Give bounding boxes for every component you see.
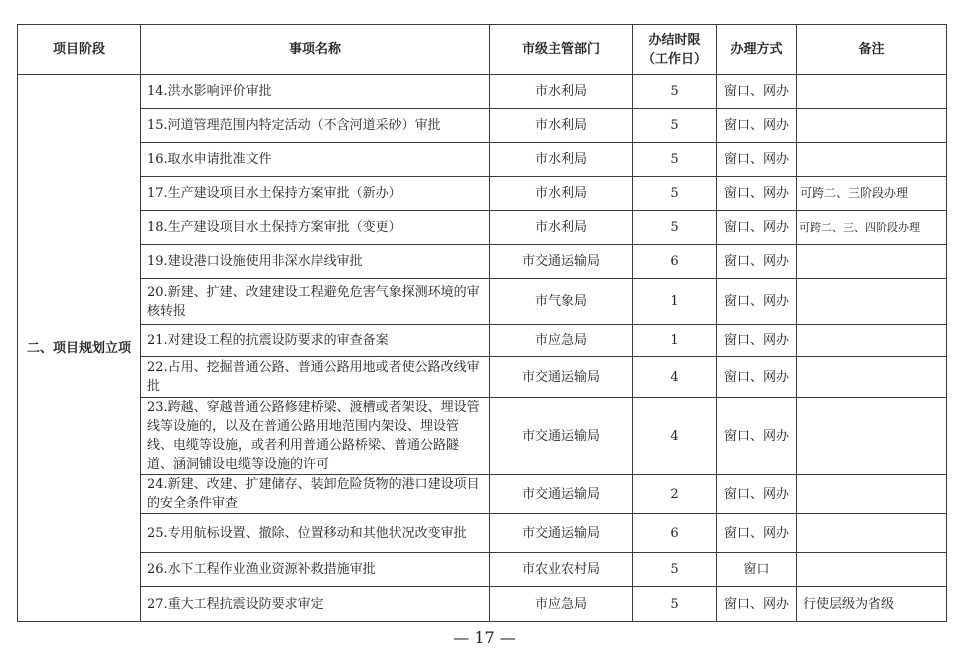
item-days: 5 [633, 109, 717, 143]
item-note [797, 398, 947, 475]
table-row [18, 143, 947, 177]
header-limit [633, 25, 717, 75]
table-row [18, 587, 947, 622]
item-note [797, 143, 947, 177]
table-row [18, 357, 947, 398]
item-note: 可跨二、三阶段办理 [797, 177, 947, 211]
item-method: 窗口、网办 [717, 279, 797, 325]
item-dept: 市交通运输局 [490, 475, 633, 514]
item-days: 4 [633, 398, 717, 475]
item-name: 15.河道管理范围内特定活动（不含河道采砂）审批 [141, 109, 490, 143]
item-note [797, 279, 947, 325]
header-method: 办理方式 [717, 25, 797, 75]
item-method: 窗口、网办 [717, 475, 797, 514]
item-note [797, 325, 947, 357]
item-name: 17.生产建设项目水土保持方案审批（新办） [141, 177, 490, 211]
item-dept: 市农业农村局 [490, 553, 633, 587]
item-days: 1 [633, 279, 717, 325]
item-method: 窗口、网办 [717, 245, 797, 279]
item-days: 5 [633, 553, 717, 587]
item-name: 20.新建、扩建、改建建设工程避免危害气象探测环境的审核转报 [141, 279, 490, 325]
item-method: 窗口、网办 [717, 177, 797, 211]
table-row [18, 245, 947, 279]
item-dept: 市交通运输局 [490, 245, 633, 279]
item-dept: 市水利局 [490, 211, 633, 245]
item-dept: 市交通运输局 [490, 357, 633, 398]
item-days: 6 [633, 514, 717, 553]
page-number: — 17 — [453, 628, 516, 647]
table-row [18, 177, 947, 211]
item-note [797, 514, 947, 553]
item-dept: 市水利局 [490, 75, 633, 109]
table-row [18, 553, 947, 587]
item-name: 16.取水申请批准文件 [141, 143, 490, 177]
item-name: 19.建设港口设施使用非深水岸线审批 [141, 245, 490, 279]
item-name: 23.跨越、穿越普通公路修建桥梁、渡槽或者架设、埋设管线等设施的，以及在普通公路用地范围内架设、埋设管线、电缆等设施，或者利用普通公路桥梁、普通公路隧道、涵洞铺设电缆等设施的许可 [141, 398, 490, 475]
table-row [18, 514, 947, 553]
item-method: 窗口、网办 [717, 75, 797, 109]
item-name: 27.重大工程抗震设防要求审定 [141, 587, 490, 622]
item-name: 26.水下工程作业渔业资源补救措施审批 [141, 553, 490, 587]
item-days: 4 [633, 357, 717, 398]
table-row [18, 398, 947, 475]
header-stage: 项目阶段 [18, 25, 141, 75]
item-note: 行使层级为省级 [797, 587, 947, 622]
header-limit-line2: （工作日） [641, 51, 707, 67]
item-method: 窗口、网办 [717, 109, 797, 143]
item-method: 窗口、网办 [717, 211, 797, 245]
item-note [797, 75, 947, 109]
item-method: 窗口、网办 [717, 514, 797, 553]
matters-table [17, 24, 947, 622]
item-dept: 市水利局 [490, 109, 633, 143]
item-method: 窗口、网办 [717, 357, 797, 398]
item-method: 窗口、网办 [717, 587, 797, 622]
header-limit-line1: 办结时限 [648, 32, 701, 48]
item-name: 18.生产建设项目水土保持方案审批（变更） [141, 211, 490, 245]
header-note: 备注 [797, 25, 947, 75]
item-note: 可跨二、三、四阶段办理 [797, 211, 947, 245]
item-days: 1 [633, 325, 717, 357]
item-name: 14.洪水影响评价审批 [141, 75, 490, 109]
header-row [18, 25, 947, 75]
item-note [797, 109, 947, 143]
item-dept: 市应急局 [490, 325, 633, 357]
item-dept: 市气象局 [490, 279, 633, 325]
table-row [18, 325, 947, 357]
item-method: 窗口 [717, 553, 797, 587]
item-dept: 市应急局 [490, 587, 633, 622]
item-method: 窗口、网办 [717, 143, 797, 177]
item-name: 24.新建、改建、扩建储存、装卸危险货物的港口建设项目的安全条件审查 [141, 475, 490, 514]
item-days: 5 [633, 211, 717, 245]
item-name: 22.占用、挖掘普通公路、普通公路用地或者使公路改线审批 [141, 357, 490, 398]
item-days: 5 [633, 587, 717, 622]
table-row [18, 475, 947, 514]
item-method: 窗口、网办 [717, 398, 797, 475]
item-days: 6 [633, 245, 717, 279]
table-row [18, 109, 947, 143]
table-row [18, 75, 947, 109]
stage-cell: 二、项目规划立项 [18, 75, 141, 622]
header-dept: 市级主管部门 [490, 25, 633, 75]
item-note [797, 357, 947, 398]
item-method: 窗口、网办 [717, 325, 797, 357]
table-row [18, 279, 947, 325]
item-note [797, 475, 947, 514]
item-days: 2 [633, 475, 717, 514]
item-dept: 市水利局 [490, 177, 633, 211]
item-days: 5 [633, 143, 717, 177]
item-note [797, 553, 947, 587]
header-name: 事项名称 [141, 25, 490, 75]
item-name: 21.对建设工程的抗震设防要求的审查备案 [141, 325, 490, 357]
item-days: 5 [633, 75, 717, 109]
item-dept: 市交通运输局 [490, 398, 633, 475]
item-name: 25.专用航标设置、撤除、位置移动和其他状况改变审批 [141, 514, 490, 553]
item-dept: 市交通运输局 [490, 514, 633, 553]
item-note [797, 245, 947, 279]
item-dept: 市水利局 [490, 143, 633, 177]
table-row [18, 211, 947, 245]
item-days: 5 [633, 177, 717, 211]
